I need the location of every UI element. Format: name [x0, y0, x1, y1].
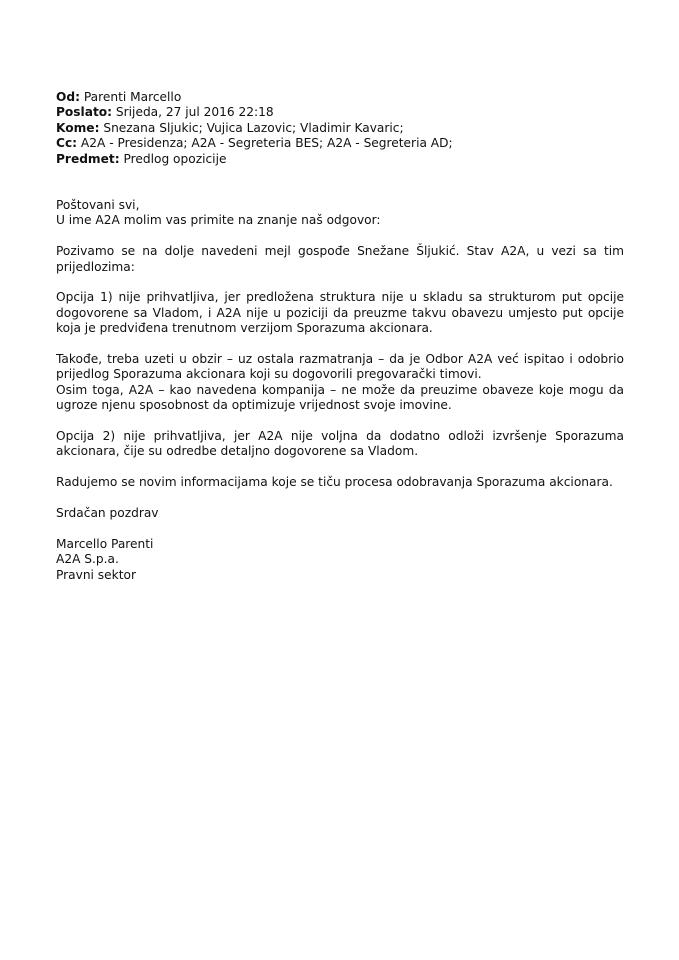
header-to: [56, 121, 624, 136]
to-value: Snezana Sljukic; Vujica Lazovic; Vladimir Kavaric;: [103, 120, 404, 135]
paragraph-3a: Takođe, treba uzeti u obzir – uz ostala razmatranja – da je Odbor A2A već ispitao i odobrio prijedlog Sporazuma akcionara koji su dogovorili pregovarački timovi.: [56, 352, 624, 382]
header-from: [56, 90, 624, 105]
email-header: [56, 90, 624, 167]
greeting: Poštovani svi,: [56, 198, 140, 213]
paragraph-3b: Osim toga, A2A – kao navedena kompanija – ne može da preuzime obaveze koje mogu da ugroze njenu sposobnost da optimizuje vrijednost svoje imovine.: [56, 382, 624, 413]
paragraph-5: Radujemo se novim informacijama koje se tiču procesa odobravanja Sporazuma akcionara.: [56, 475, 613, 490]
signature-company: A2A S.p.a.: [56, 552, 119, 567]
to-label: Kome:: [56, 120, 100, 135]
from-value: Parenti Marcello: [83, 90, 182, 104]
paragraph-1: Pozivamo se na dolje navedeni mejl gospođe Snežane Šljukić. Stav A2A, u vezi sa tim prijedlozima:: [56, 244, 624, 274]
cc-label: Cc:: [56, 136, 78, 151]
closing: Srdačan pozdrav: [56, 506, 159, 521]
sent-label: Poslato:: [56, 105, 113, 120]
signature-department: Pravni sektor: [56, 567, 136, 582]
from-label: Od:: [56, 90, 80, 104]
document-page: [56, 90, 624, 583]
signature-name: Marcello Parenti: [56, 536, 154, 551]
header-sent: [56, 105, 624, 120]
sent-value: Srijeda, 27 jul 2016 22:18: [115, 105, 274, 120]
subject-label: Predmet:: [56, 151, 120, 166]
header-subject: [56, 152, 624, 167]
signature-block: [56, 537, 624, 583]
cc-value: A2A - Presidenza; A2A - Segreteria BES; A2A - Segreteria AD;: [80, 136, 453, 151]
paragraph-2: Opcija 1) nije prihvatljiva, jer predložena struktura nije u skladu sa strukturom put opcije dogovorene sa Vladom, i A2A nije u poziciji da preuzme takvu obavezu umjesto put opcije koja je predviđena trenutnom verzijom Sporazuma akcionara.: [56, 290, 624, 336]
paragraph-4: Opcija 2) nije prihvatljiva, jer A2A nije voljna da dodatno odloži izvršenje Sporazuma akcionara, čije su odredbe detaljno dogovorene sa Vladom.: [56, 429, 624, 459]
subject-value: Predlog opozicije: [123, 151, 227, 166]
intro: U ime A2A molim vas primite na znanje naš odgovor:: [56, 213, 381, 228]
header-cc: [56, 136, 624, 151]
email-body: [56, 198, 624, 537]
